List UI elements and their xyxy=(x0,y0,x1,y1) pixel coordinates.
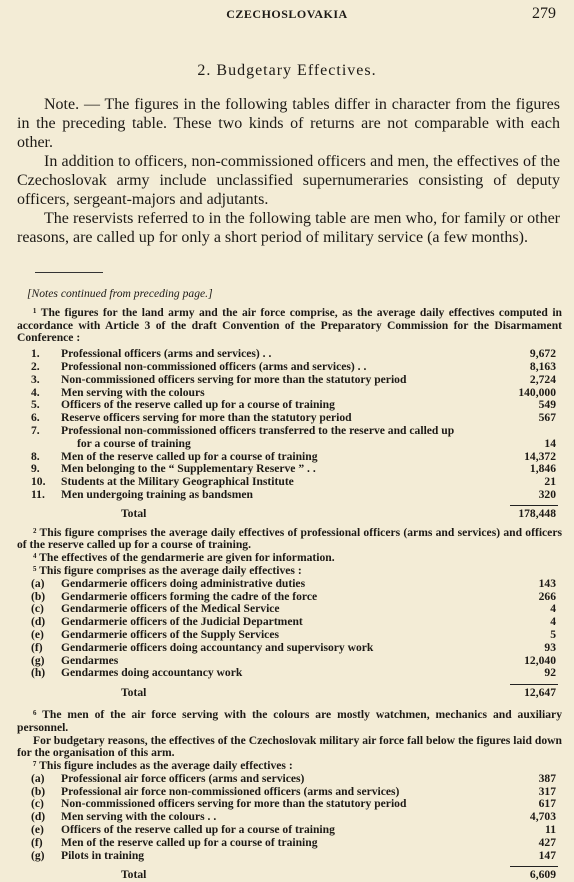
item-number: 8. xyxy=(31,449,40,463)
item-value: 9,672 xyxy=(529,347,556,361)
item-value: 549 xyxy=(538,398,556,412)
item-number: 5. xyxy=(31,398,40,412)
list-air-force xyxy=(17,773,562,863)
item-number: (h) xyxy=(31,666,46,680)
total-rule xyxy=(510,684,558,685)
item-number: (b) xyxy=(31,589,46,603)
item-number: (c) xyxy=(31,602,44,616)
list-item xyxy=(17,773,562,786)
item-number: 1. xyxy=(31,347,40,361)
running-title: CZECHOSLOVAKIA xyxy=(226,7,348,21)
list-item xyxy=(17,374,562,387)
item-value: 140,000 xyxy=(518,385,556,399)
item-number: 7. xyxy=(31,423,40,437)
item-label: Men of the reserve called up for a course of training xyxy=(61,835,318,849)
item-number: 4. xyxy=(31,385,40,399)
item-label: Non-commissioned officers serving for more than the statutory period xyxy=(61,372,407,386)
item-value: 617 xyxy=(538,797,556,811)
item-label: Pilots in training xyxy=(61,848,145,862)
item-value: 4 xyxy=(550,602,556,616)
item-number: (g) xyxy=(31,848,45,862)
item-label: Officers of the reserve called up for a course of training xyxy=(61,398,335,412)
item-label: Men undergoing training as bandsmen xyxy=(61,487,253,501)
item-number: (a) xyxy=(31,771,45,785)
list-gendarmerie xyxy=(17,578,562,680)
note4: ⁴ The effectives of the gendarmerie are given for information. xyxy=(33,551,335,565)
item-label: Professional air force officers (arms and services) xyxy=(61,771,305,785)
list-item xyxy=(17,425,562,438)
note6b: For budgetary reasons, the effectives of the Czechoslovak military air force fall below the figures laid down for the organisation of this arm. xyxy=(17,733,562,760)
item-value: 2,724 xyxy=(529,372,556,386)
item-label: Officers of the reserve called up for a course of training xyxy=(61,823,335,837)
item-value: 567 xyxy=(538,411,556,425)
item-label: Professional air force non-commissioned officers (arms and services) xyxy=(61,784,400,798)
item-label: for a course of training xyxy=(77,436,191,450)
item-value: 387 xyxy=(538,771,556,785)
footnote-rule xyxy=(35,272,103,273)
item-label: Professional officers (arms and services) . . xyxy=(61,347,272,361)
note7: ⁷ This figure includes as the average daily effectives : xyxy=(33,759,293,773)
list-item xyxy=(17,837,562,850)
intro-text xyxy=(17,95,560,247)
total-rule xyxy=(510,505,558,506)
item-value: 8,163 xyxy=(529,359,556,373)
paragraph-3: The reservists referred to in the following table are men who, for family or other reasons, are called up for only a short period of military service (a few months). xyxy=(17,210,560,246)
item-value: 143 xyxy=(538,576,556,590)
total-rule xyxy=(510,866,558,867)
item-number: 11. xyxy=(31,487,45,501)
total-value: 12,647 xyxy=(524,686,556,700)
item-value: 266 xyxy=(538,589,556,603)
list-item xyxy=(17,438,562,451)
item-value: 11 xyxy=(545,823,556,837)
item-number: (e) xyxy=(31,823,44,837)
list-item xyxy=(17,616,562,629)
item-number: 9. xyxy=(31,462,40,476)
total-label: Total xyxy=(121,868,147,882)
item-label: Men serving with the colours . . xyxy=(61,810,217,824)
item-label: Reserve officers serving for more than the statutory period xyxy=(61,411,352,425)
total-row-air-force xyxy=(17,869,562,882)
total-value: 178,448 xyxy=(518,506,556,520)
item-label: Gendarmerie officers forming the cadre of the force xyxy=(61,589,318,603)
item-label: Gendarmerie officers of the Medical Service xyxy=(61,602,280,616)
item-label: Gendarmes doing accountancy work xyxy=(61,666,243,680)
list-item xyxy=(17,578,562,591)
list-item xyxy=(17,667,562,680)
item-value: 5 xyxy=(550,627,556,641)
item-value: 92 xyxy=(544,666,556,680)
item-number: 10. xyxy=(31,475,46,489)
item-number: (a) xyxy=(31,576,45,590)
total-row-gendarmerie xyxy=(17,687,562,700)
item-number: 6. xyxy=(31,411,40,425)
item-value: 21 xyxy=(544,475,556,489)
item-value: 14 xyxy=(544,436,556,450)
list-item xyxy=(17,629,562,642)
item-value: 14,372 xyxy=(524,449,556,463)
list-item xyxy=(17,850,562,863)
total-label: Total xyxy=(121,686,147,700)
item-label: Men belonging to the “ Supplementary Reserve ” . . xyxy=(61,462,316,476)
item-value: 317 xyxy=(538,784,556,798)
list-item xyxy=(17,824,562,837)
paragraph-2: In addition to officers, non-commissioned officers and men, the effectives of the Czechoslovak army include unclassified supernumeraries consisting of deputy officers, sergeant-majors and adjutants. xyxy=(17,153,560,208)
item-label: Professional non-commissioned officers (arms and services) . . xyxy=(61,359,367,373)
item-value: 93 xyxy=(544,640,556,654)
list-army xyxy=(17,348,562,502)
list-item xyxy=(17,489,562,502)
item-value: 147 xyxy=(538,848,556,862)
item-value: 4 xyxy=(550,615,556,629)
item-number: (d) xyxy=(31,810,46,824)
item-label: Gendarmerie officers of the Judicial Department xyxy=(61,615,303,629)
item-label: Gendarmes xyxy=(61,653,119,667)
item-number: (f) xyxy=(31,640,43,654)
notes-continued: [Notes continued from preceding page.] xyxy=(27,287,213,300)
item-label: Men of the reserve called up for a course of training xyxy=(61,449,318,463)
total-label: Total xyxy=(121,506,147,520)
item-number: (b) xyxy=(31,784,46,798)
section-title: 2. Budgetary Effectives. xyxy=(197,62,377,79)
item-value: 4,703 xyxy=(529,810,556,824)
item-label: Non-commissioned officers serving for more than the statutory period xyxy=(61,797,407,811)
item-value: 1,846 xyxy=(529,462,556,476)
note-paragraph: Note. — The figures in the following tables differ in character from the figures in the preceding table. These two kinds of returns are not comparable with each other. xyxy=(17,96,560,151)
total-value: 6,609 xyxy=(529,868,556,882)
item-label: Gendarmerie officers doing administrative duties xyxy=(61,576,306,590)
item-number: (f) xyxy=(31,835,43,849)
page-number: 279 xyxy=(532,5,556,22)
item-label: Gendarmerie officers of the Supply Services xyxy=(61,627,279,641)
item-label: Gendarmerie officers doing accountancy and supervisory work xyxy=(61,640,374,654)
note5: ⁵ This figure comprises as the average daily effectives : xyxy=(33,563,302,577)
note1-intro: ¹ The figures for the land army and the air force comprise, as the average daily effectives computed in accordance with Article 3 of the draft Convention of the Preparatory Commission for the Disarmament Conference : xyxy=(17,305,562,345)
note6: ⁶ The men of the air force serving with the colours are mostly watchmen, mechanics and auxiliary personnel. xyxy=(17,707,562,734)
item-label: Professional non-commissioned officers transferred to the reserve and called up xyxy=(61,423,455,437)
item-value: 427 xyxy=(538,835,556,849)
item-label: Men serving with the colours xyxy=(61,385,205,399)
page-header xyxy=(0,7,574,25)
item-number: (c) xyxy=(31,797,44,811)
item-label: Students at the Military Geographical Institute xyxy=(61,475,294,489)
item-number: (e) xyxy=(31,627,44,641)
item-number: (g) xyxy=(31,653,45,667)
item-number: 2. xyxy=(31,359,40,373)
item-number: (d) xyxy=(31,615,46,629)
note2: ² This figure comprises the average daily effectives of professional officers (arms and services) and officers of the reserve called up for a course of training. xyxy=(17,525,562,552)
footnotes xyxy=(17,288,562,882)
item-number: 3. xyxy=(31,372,40,386)
item-value: 12,040 xyxy=(524,653,556,667)
item-value: 320 xyxy=(538,487,556,501)
list-item xyxy=(17,642,562,655)
total-row-army xyxy=(17,508,562,521)
list-item xyxy=(17,361,562,374)
